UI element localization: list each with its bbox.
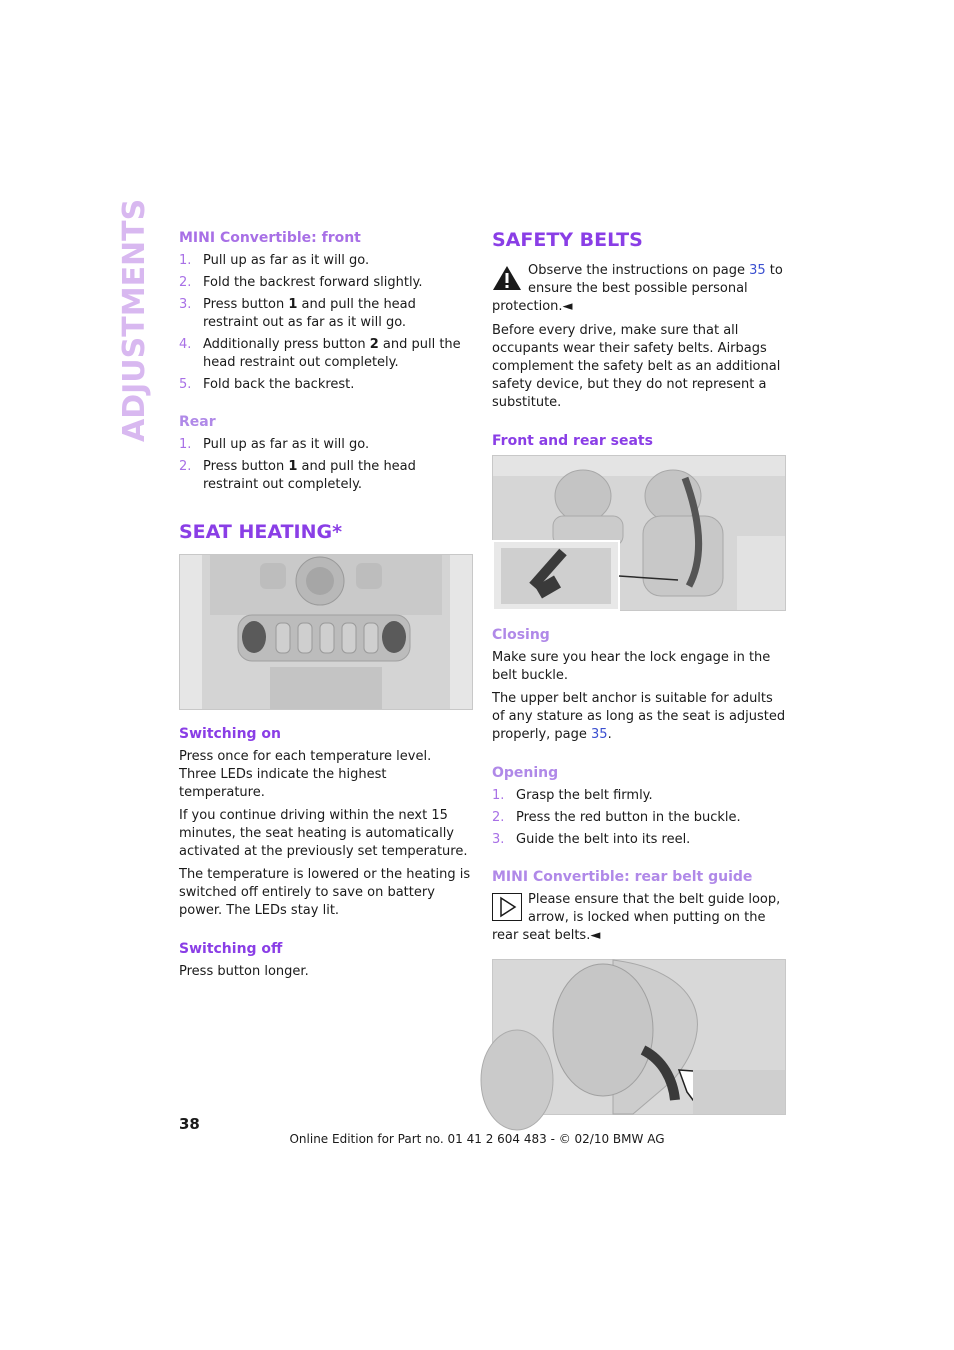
note-play-icon bbox=[492, 893, 522, 921]
chapter-side-tab-text: ADJUSTMENTS bbox=[117, 198, 152, 442]
step-number: 2. bbox=[179, 459, 192, 474]
opening-heading: Opening bbox=[492, 765, 559, 781]
front-step-1 bbox=[179, 252, 471, 270]
seat-heating-illustration bbox=[180, 555, 472, 709]
step-text: Additionally press button 2 and pull the head restraint out completely. bbox=[203, 337, 461, 370]
opening-step-1 bbox=[492, 787, 788, 805]
closing-paragraph-2-text: The upper belt anchor is suitable for adults of any stature as long as the seat is adjusted properly, page bbox=[492, 691, 786, 742]
switching-on-line-2: Three LEDs indicate the highest temperature. bbox=[179, 767, 387, 800]
rear-belt-guide-figure bbox=[492, 959, 786, 1115]
step-number: 4. bbox=[179, 337, 192, 352]
safety-intro: Before every drive, make sure that all occupants wear their safety belts. Airbags complement the safety belt as an additional safety device, but they do not represent a substitute. bbox=[492, 323, 781, 410]
step-text: Fold the backrest forward slightly. bbox=[203, 275, 423, 290]
seat-heating-figure bbox=[179, 554, 473, 710]
chapter-side-tab bbox=[117, 198, 152, 444]
opening-step-3 bbox=[492, 831, 788, 849]
step-number: 2. bbox=[492, 810, 505, 825]
step-text: Press button 1 and pull the head restraint out as far as it will go. bbox=[203, 297, 416, 330]
front-step-3 bbox=[179, 296, 471, 332]
closing-paragraph-2-end: . bbox=[607, 727, 612, 742]
front-step-5 bbox=[179, 376, 471, 394]
seat-heating-title: SEAT HEATING* bbox=[179, 521, 343, 543]
switching-on-paragraph-2: If you continue driving within the next 15 minutes, the seat heating is automatically activated at the previously set temperature. bbox=[179, 808, 468, 859]
belt-buckle-figure bbox=[492, 455, 786, 611]
closing-heading: Closing bbox=[492, 627, 550, 643]
step-text: Press button 1 and pull the head restraint out completely. bbox=[203, 459, 416, 492]
rear-belt-guide-illustration bbox=[493, 960, 785, 1114]
rear-steps-list bbox=[179, 436, 471, 494]
belt-buckle-illustration bbox=[493, 456, 785, 610]
rear-belt-guide-text: Please ensure that the belt guide loop, arrow, is locked when putting on the rear seat belts.◄ bbox=[492, 892, 781, 943]
step-text: Fold back the backrest. bbox=[203, 377, 355, 392]
front-heading: MINI Convertible: front bbox=[179, 230, 361, 246]
rear-step-2 bbox=[179, 458, 471, 494]
rear-belt-guide-heading: MINI Convertible: rear belt guide bbox=[492, 869, 753, 885]
step-number: 1. bbox=[179, 437, 192, 452]
warning-triangle-icon bbox=[492, 264, 522, 292]
chapter-side-tab-graphic bbox=[117, 198, 152, 444]
rear-heading: Rear bbox=[179, 414, 216, 430]
safety-belts-title: SAFETY BELTS bbox=[492, 229, 643, 251]
switching-on-heading: Switching on bbox=[179, 726, 282, 742]
closing-paragraph-1: Make sure you hear the lock engage in the belt buckle. bbox=[492, 650, 771, 683]
warning-note bbox=[492, 262, 788, 316]
page-number: 38 bbox=[179, 1115, 200, 1133]
front-step-4 bbox=[179, 336, 471, 372]
step-number: 2. bbox=[179, 275, 192, 290]
front-steps-list bbox=[179, 252, 471, 394]
step-number: 3. bbox=[179, 297, 192, 312]
footer-edition: Online Edition for Part no. 01 41 2 604 483 - © 02/10 BMW AG bbox=[289, 1132, 665, 1146]
step-number: 1. bbox=[492, 788, 505, 803]
step-number: 5. bbox=[179, 377, 192, 392]
step-number: 3. bbox=[492, 832, 505, 847]
rear-belt-guide-note bbox=[492, 891, 788, 945]
opening-steps-list bbox=[492, 787, 788, 849]
opening-step-2 bbox=[492, 809, 788, 827]
closing-paragraph-2 bbox=[492, 690, 788, 744]
step-text: Grasp the belt firmly. bbox=[516, 788, 653, 803]
warning-text-after: to ensure the best possible personal protection.◄ bbox=[492, 263, 783, 314]
warning-text-before: Observe the instructions on page bbox=[528, 263, 750, 278]
switching-off-heading: Switching off bbox=[179, 941, 283, 957]
left-column bbox=[179, 228, 471, 986]
step-text: Pull up as far as it will go. bbox=[203, 253, 370, 268]
right-column bbox=[492, 228, 788, 1115]
switching-on-line-1: Press once for each temperature level. bbox=[179, 749, 432, 764]
warning-page-link[interactable]: 35 bbox=[749, 263, 766, 278]
step-text: Press the red button in the buckle. bbox=[516, 810, 741, 825]
switching-on-paragraph-1 bbox=[179, 748, 471, 802]
front-step-2 bbox=[179, 274, 471, 292]
closing-page-link[interactable]: 35 bbox=[591, 727, 608, 742]
step-number: 1. bbox=[179, 253, 192, 268]
front-rear-seats-heading: Front and rear seats bbox=[492, 433, 653, 449]
step-text: Guide the belt into its reel. bbox=[516, 832, 691, 847]
switching-off-text: Press button longer. bbox=[179, 964, 309, 979]
step-text: Pull up as far as it will go. bbox=[203, 437, 370, 452]
switching-on-paragraph-3: The temperature is lowered or the heating is switched off entirely to save on battery power. The LEDs stay lit. bbox=[179, 867, 471, 918]
rear-step-1 bbox=[179, 436, 471, 454]
